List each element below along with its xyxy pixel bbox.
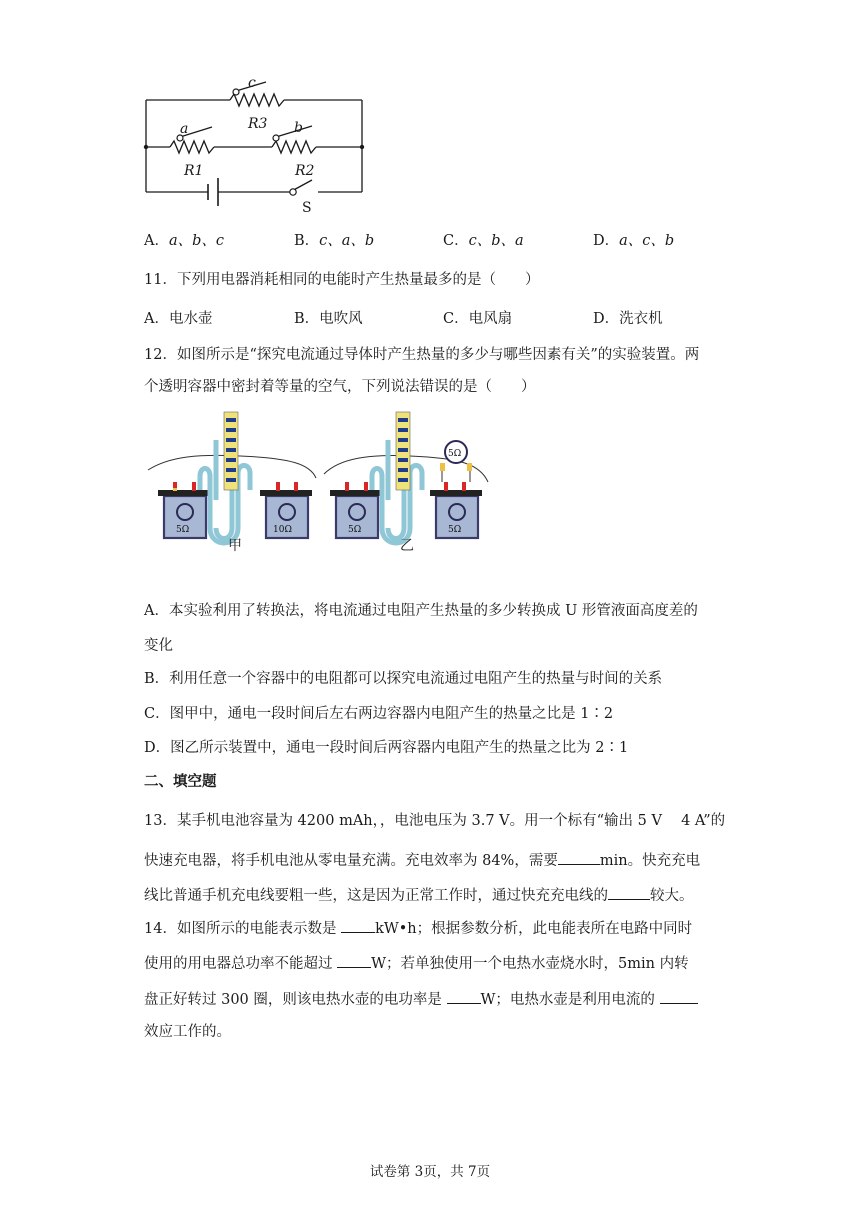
jia-caption: 甲 [228,538,242,554]
q13-line2 [144,850,700,871]
label-r3: R3 [248,116,268,132]
q14-line1-tail: kW•h；根据参数分析，此电能表所在电路中同时 [375,921,693,937]
q12-option-a-line1[interactable]: A．本实验利用了转换法，将电流通过电阻产生热量的多少转换成 U 形管液面高度差的 [144,603,698,619]
q14-line2-tail: W；若单独使用一个电热水壶烧水时，5min 内转 [371,956,689,972]
q13-line1: 13．某手机电池容量为 4200 mAh，，电池电压为 3.7 V。用一个标有“输出 5 V 4 A”的 [144,813,726,829]
q12-stem-line2: 个透明容器中密封着等量的空气，下列说法错误的是（ ） [144,379,536,395]
q13-line3-text: 线比普通手机充电线要粗一些，这是因为正常工作时，通过快充充电线的 [144,888,608,904]
jia-right-res-label: 10Ω [273,525,292,535]
jia-left-res-label: 5Ω [176,525,190,535]
q14-line1 [144,918,692,939]
label-r2: R2 [295,163,315,179]
section-heading-fill-blank: 二、填空题 [144,773,217,790]
circuit-diagram [140,74,380,214]
q12-stem-line1: 12．如图所示是“探究电流通过导体时产生热量的多少与哪些因素有关”的实验装置。两 [144,347,700,363]
label-r1: R1 [184,163,204,179]
q13-blank-1[interactable] [558,850,600,865]
label-a: a [180,121,189,137]
q10-option-b[interactable]: B．c、a、b [294,233,375,249]
q14-line3-mid: W；电热水壶是利用电流的 [480,992,660,1008]
label-c: c [248,75,256,91]
q10-option-a[interactable]: A．a、b、c [144,233,225,249]
q12-option-d[interactable]: D．图乙所示装置中，通电一段时间后两容器内电阻产生的热量之比为 2∶1 [144,740,629,756]
q12-option-b[interactable]: B．利用任意一个容器中的电阻都可以探究电流通过电阻产生的热量与时间的关系 [144,671,663,687]
q12-option-a-line2: 变化 [144,638,173,654]
label-s: S [302,200,312,214]
q14-line3-text: 盘正好转过 300 圈，则该电热水壶的电功率是 [144,992,447,1008]
heat-experiment-figure [140,408,500,558]
q13-line3-tail: 较大。 [650,888,694,904]
q14-line2 [144,953,689,974]
q13-line3 [144,885,694,906]
q14-blank-4[interactable] [660,989,698,1004]
q14-line1-text: 14．如图所示的电能表示数是 [144,921,342,937]
q14-line4: 效应工作的。 [144,1024,231,1040]
q10-option-d[interactable]: D．a、c、b [593,233,675,249]
q14-blank-3[interactable] [447,989,481,1004]
q10-option-c[interactable]: C．c、b、a [443,233,524,249]
yi-left-res-label: 5Ω [348,525,362,535]
q14-blank-2[interactable] [337,953,371,968]
q11-option-d[interactable]: D．洗衣机 [593,311,663,327]
q14-line3 [144,989,698,1010]
label-b: b [294,120,303,136]
yi-caption: 乙 [400,538,414,554]
page-footer: 试卷第 3页，共 7页 [369,1164,491,1180]
q14-line2-text: 使用的用电器总功率不能超过 [144,956,338,972]
q12-option-c[interactable]: C．图甲中，通电一段时间后左右两边容器内电阻产生的热量之比是 1∶2 [144,706,614,722]
q13-line2-text: 快速充电器，将手机电池从零电量充满。充电效率为 84%，需要 [144,853,558,869]
apparatus-yi [324,412,488,554]
yi-top-res-label: 5Ω [448,449,462,459]
q11-option-b[interactable]: B．电吹风 [294,311,363,327]
q13-line2-tail: min。快充充电 [599,853,701,869]
apparatus-jia [148,412,316,554]
q11-stem: 11．下列用电器消耗相同的电能时产生热量最多的是（ ） [144,272,540,288]
q13-blank-2[interactable] [608,885,650,900]
q11-option-c[interactable]: C．电风扇 [443,311,513,327]
q11-option-a[interactable]: A．电水壶 [144,311,213,327]
yi-right-res-label: 5Ω [448,525,462,535]
q14-blank-1[interactable] [341,918,375,933]
